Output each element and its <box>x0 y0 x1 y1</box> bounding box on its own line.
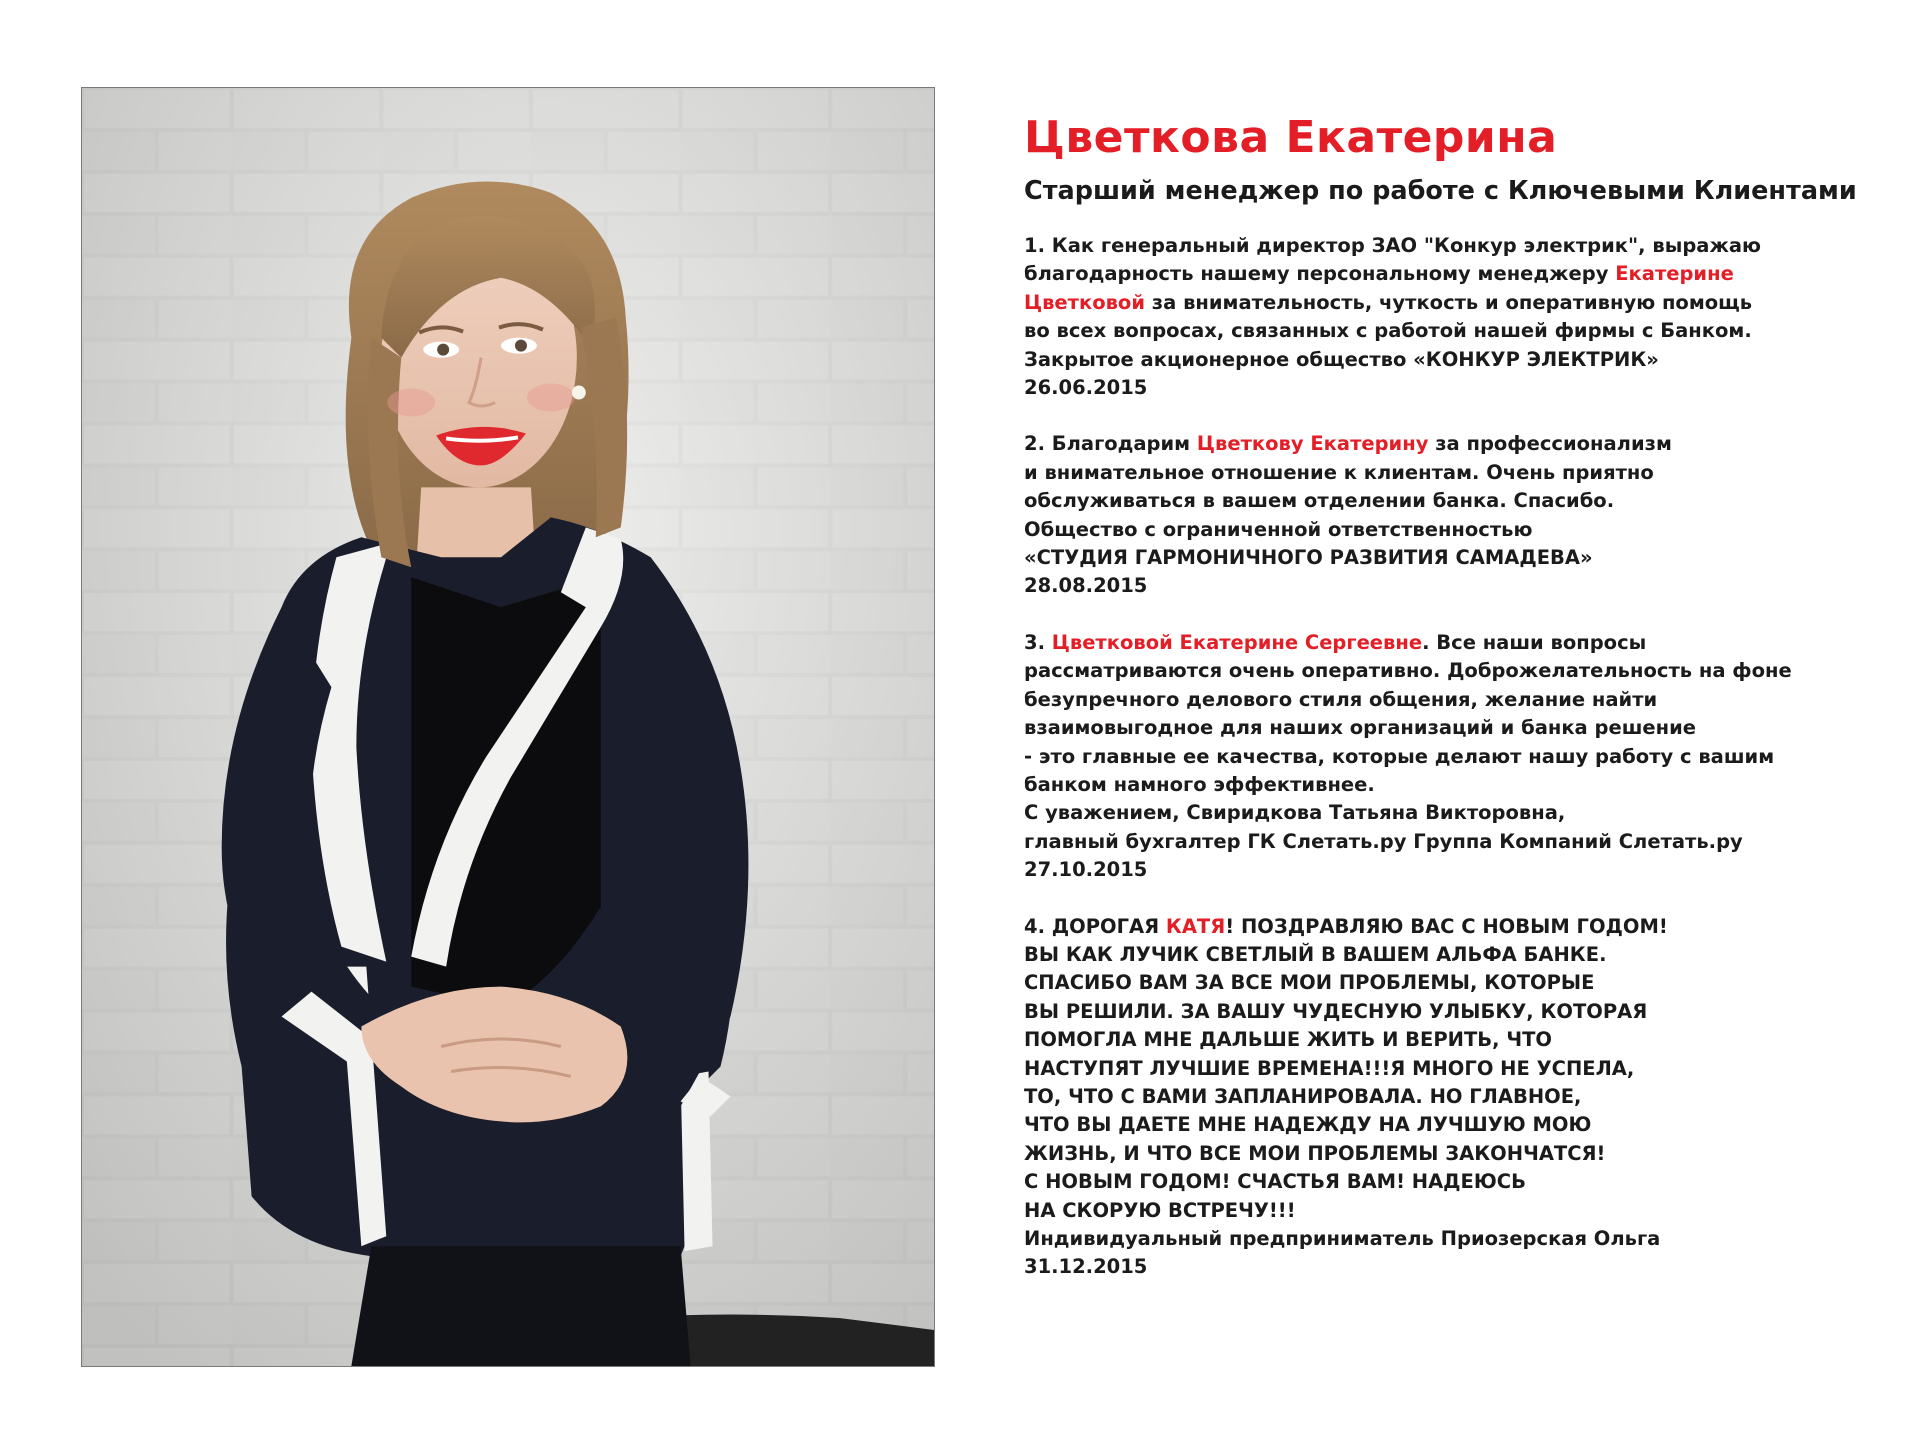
review-text: взаимовыгодное для наших организаций и банка решение <box>1024 716 1696 740</box>
review-line <box>1024 714 1894 742</box>
highlighted-name: Екатерине <box>1615 262 1734 286</box>
review-line <box>1024 346 1894 374</box>
review-text: ВЫ КАК ЛУЧИК СВЕТЛЫЙ В ВАШЕМ АЛЬФА БАНКЕ. <box>1024 942 1607 966</box>
review-text: во всех вопросах, связанных с работой нашей фирмы с Банком. <box>1024 319 1752 343</box>
review-line <box>1024 799 1894 827</box>
review-text: 1. Как генеральный директор ЗАО "Конкур электрик", выражаю <box>1024 234 1761 257</box>
review-text: ЧТО ВЫ ДАЕТЕ МНЕ НАДЕЖДУ НА ЛУЧШУЮ МОЮ <box>1024 1113 1592 1137</box>
review-text: С уважением, Свиридкова Татьяна Викторовна, <box>1024 801 1566 825</box>
review-text: ТО, ЧТО С ВАМИ ЗАПЛАНИРОВАЛА. НО ГЛАВНОЕ, <box>1024 1084 1582 1108</box>
review-text: 2. Благодарим <box>1024 432 1197 456</box>
review-text: за профессионализм <box>1428 432 1672 456</box>
review-line <box>1024 374 1894 402</box>
employee-position: Старший менеджер по работе с Ключевыми Клиентами <box>1024 176 1857 206</box>
review-text: главный бухгалтер ГК Слетать.ру Группа Компаний Слетать.ру <box>1024 829 1743 853</box>
review-line <box>1024 969 1894 997</box>
review-line <box>1024 430 1894 458</box>
review-text: СПАСИБО ВАМ ЗА ВСЕ МОИ ПРОБЛЕМЫ, КОТОРЫЕ <box>1024 971 1595 995</box>
review-line <box>1024 856 1894 884</box>
review-line <box>1024 828 1894 856</box>
review-text: «СТУДИЯ ГАРМОНИЧНОГО РАЗВИТИЯ САМАДЕВА» <box>1024 546 1593 570</box>
review-text: за внимательность, чуткость и оперативную помощь <box>1145 290 1753 314</box>
portrait-illustration <box>82 88 934 1366</box>
review-text: рассматриваются очень оперативно. Доброжелательность на фоне <box>1024 659 1792 683</box>
highlighted-name: Цветковой Екатерине Сергеевне <box>1051 630 1423 654</box>
highlighted-name: КАТЯ <box>1165 914 1226 938</box>
review-line <box>1024 771 1894 799</box>
review-line <box>1024 1197 1894 1225</box>
review-line <box>1024 1055 1894 1083</box>
review-text: Закрытое акционерное общество «КОНКУР ЭЛЕКТРИК» <box>1024 347 1659 371</box>
review-line <box>1024 1253 1894 1281</box>
review-text: - это главные ее качества, которые делают нашу работу с вашим <box>1024 744 1775 768</box>
review-line <box>1024 317 1894 345</box>
review-line <box>1024 913 1894 941</box>
review-line <box>1024 1225 1894 1253</box>
review-text: ЖИЗНЬ, И ЧТО ВСЕ МОИ ПРОБЛЕМЫ ЗАКОНЧАТСЯ! <box>1024 1141 1606 1165</box>
review-text: 31.12.2015 <box>1024 1255 1148 1279</box>
highlighted-name: Цветковой <box>1024 290 1145 314</box>
review-line <box>1024 629 1894 657</box>
review-text: Общество с ограниченной ответственностью <box>1024 517 1533 541</box>
review-line <box>1024 657 1894 685</box>
review-3 <box>1024 629 1894 885</box>
review-line <box>1024 260 1894 288</box>
review-text: безупречного делового стиля общения, желание найти <box>1024 687 1658 711</box>
review-text: 26.06.2015 <box>1024 376 1148 400</box>
portrait-photo <box>81 87 935 1367</box>
review-text: 27.10.2015 <box>1024 858 1148 882</box>
review-line <box>1024 572 1894 600</box>
highlighted-name: Цветкову Екатерину <box>1196 432 1429 456</box>
review-text: ВЫ РЕШИЛИ. ЗА ВАШУ ЧУДЕСНУЮ УЛЫБКУ, КОТОРАЯ <box>1024 999 1648 1023</box>
review-text: Индивидуальный предприниматель Приозерская Ольга <box>1024 1227 1661 1250</box>
review-text: обслуживаться в вашем отделении банка. Спасибо. <box>1024 489 1615 513</box>
review-line <box>1024 1140 1894 1168</box>
review-1 <box>1024 232 1894 402</box>
review-text: НАСТУПЯТ ЛУЧШИЕ ВРЕМЕНА!!!Я МНОГО НЕ УСПЕЛА, <box>1024 1056 1635 1080</box>
review-line <box>1024 232 1894 260</box>
review-line <box>1024 544 1894 572</box>
review-line <box>1024 743 1894 771</box>
review-text: ! ПОЗДРАВЛЯЮ ВАС С НОВЫМ ГОДОМ! <box>1225 914 1668 938</box>
review-text: 28.08.2015 <box>1024 574 1148 598</box>
review-line <box>1024 487 1894 515</box>
review-4 <box>1024 913 1894 1282</box>
review-2 <box>1024 430 1894 600</box>
review-text: банком намного эффективнее. <box>1024 772 1375 796</box>
review-line <box>1024 1168 1894 1196</box>
review-line <box>1024 1026 1894 1054</box>
review-text: и внимательное отношение к клиентам. Очень приятно <box>1024 460 1654 484</box>
employee-name: Цветкова Екатерина <box>1024 112 1558 163</box>
reviews-list <box>1024 232 1894 1282</box>
profile-content <box>1024 108 1894 1310</box>
review-line <box>1024 289 1894 317</box>
review-text: С НОВЫМ ГОДОМ! СЧАСТЬЯ ВАМ! НАДЕЮСЬ <box>1024 1170 1526 1194</box>
review-line <box>1024 998 1894 1026</box>
review-text: 3. <box>1024 630 1052 654</box>
review-text: НА СКОРУЮ ВСТРЕЧУ!!! <box>1024 1198 1296 1222</box>
review-line <box>1024 516 1894 544</box>
review-text: ПОМОГЛА МНЕ ДАЛЬШЕ ЖИТЬ И ВЕРИТЬ, ЧТО <box>1024 1028 1552 1052</box>
review-line <box>1024 1083 1894 1111</box>
review-line <box>1024 686 1894 714</box>
review-text: 4. ДОРОГАЯ <box>1024 914 1166 938</box>
review-text: . Все наши вопросы <box>1422 630 1647 654</box>
review-line <box>1024 459 1894 487</box>
review-line <box>1024 941 1894 969</box>
review-text: благодарность нашему персональному менеджеру <box>1024 262 1616 286</box>
review-line <box>1024 1111 1894 1139</box>
